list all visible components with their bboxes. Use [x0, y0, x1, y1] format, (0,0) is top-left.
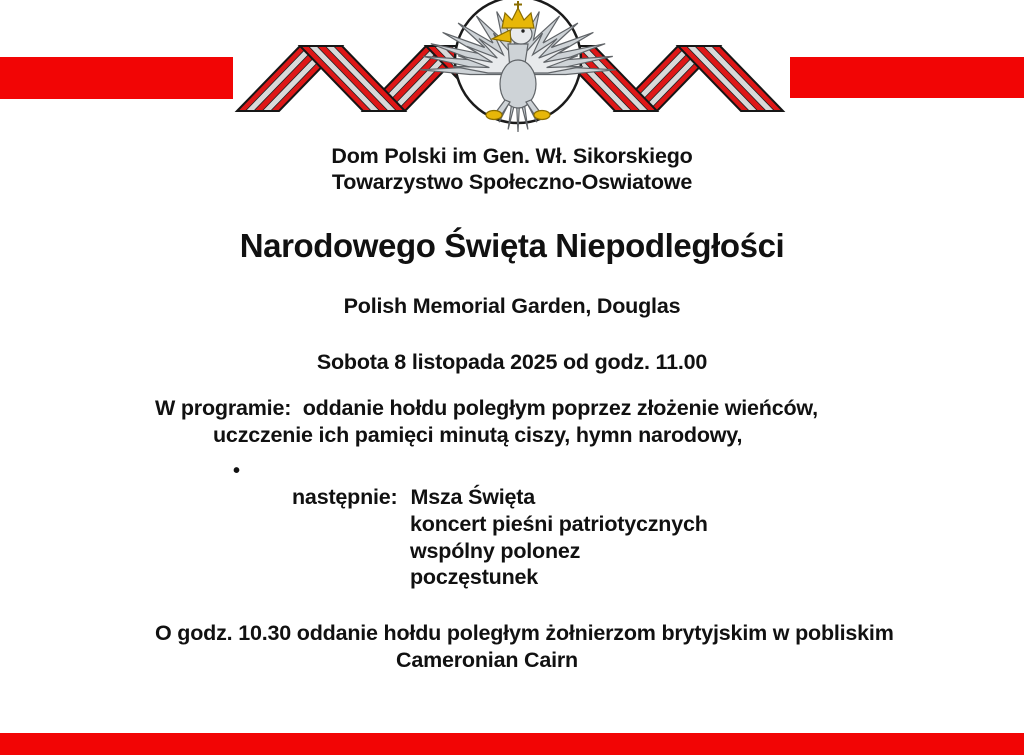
- org-name-line2: Towarzystwo Społeczno-Oswiatowe: [331, 170, 693, 194]
- program-item-first: Msza Święta: [410, 485, 535, 509]
- talon-right-icon: [534, 111, 550, 120]
- event-location: Polish Memorial Garden, Douglas: [343, 294, 681, 318]
- program-next-line: [292, 485, 535, 511]
- bottom-red-bar: [0, 733, 1024, 755]
- program-intro-line2: uczczenie ich pamięci minutą ciszy, hymn narodowy,: [213, 423, 743, 447]
- org-name-line1: Dom Polski im Gen. Wł. Sikorskiego: [331, 144, 693, 168]
- talon-left-icon: [486, 111, 502, 120]
- program-item: wspólny polonez: [410, 539, 581, 563]
- bullet-icon: •: [233, 460, 240, 482]
- program-item: koncert pieśni patriotycznych: [410, 512, 708, 536]
- event-datetime: Sobota 8 listopada 2025 od godz. 11.00: [316, 350, 708, 374]
- footer-note-line1: O godz. 10.30 oddanie hołdu poległym żołnierzom brytyjskim w pobliskim: [155, 621, 894, 645]
- eagle-eye: [521, 29, 524, 32]
- ribbon-and-eagle-emblem: [0, 0, 1024, 140]
- footer-note-line2: Cameronian Cairn: [396, 648, 578, 672]
- page-title: Narodowego Święta Niepodległości: [239, 227, 785, 264]
- program-item: poczęstunek: [410, 565, 539, 589]
- program-intro-line1: W programie: oddanie hołdu poległym poprzez złożenie wieńców,: [155, 396, 818, 420]
- program-next-label: następnie:: [292, 485, 398, 509]
